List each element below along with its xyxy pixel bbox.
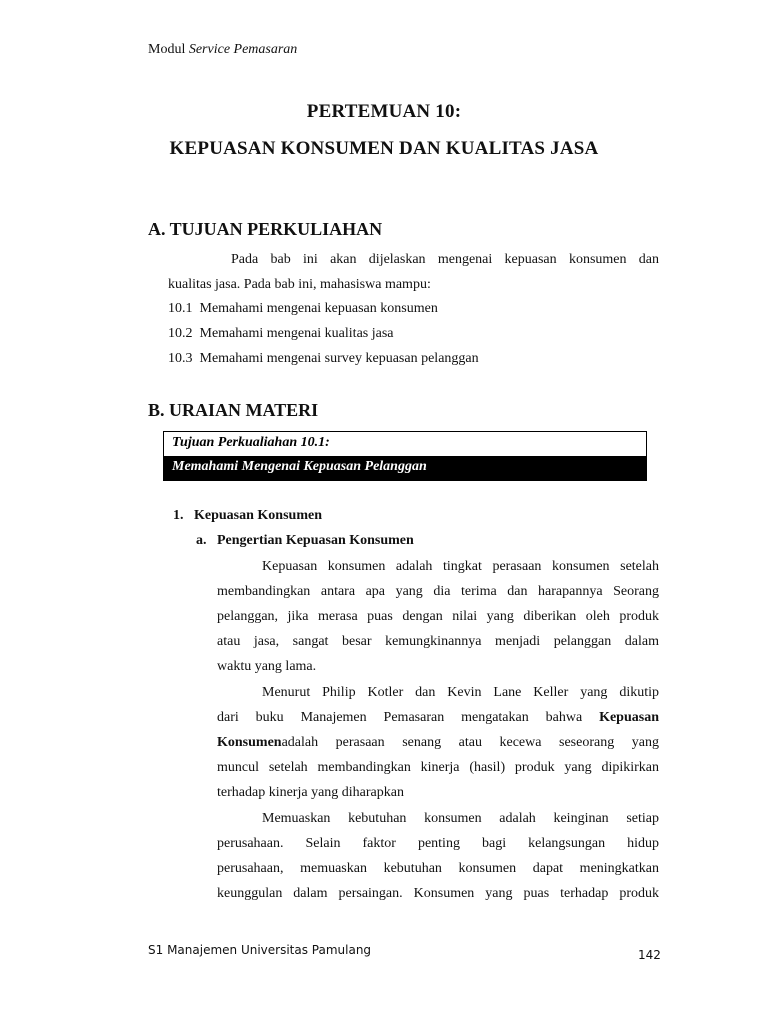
section-a-intro-line2: kualitas jasa. Pada bab ini, mahasiswa mampu: bbox=[168, 277, 431, 292]
header-prefix: Modul bbox=[148, 42, 189, 57]
para1-line: Kepuasan konsumen adalah tingkat perasaan konsumen setelah bbox=[262, 559, 659, 574]
para3-line: perusahaan, memuaskan kebutuhan konsumen dapat meningkatkan bbox=[217, 861, 659, 876]
page-number: 142 bbox=[638, 948, 661, 962]
para2-line: Menurut Philip Kotler dan Kevin Lane Keller yang dikutip bbox=[262, 685, 659, 700]
para2-line: terhadap kinerja yang diharapkan bbox=[217, 785, 404, 800]
para2-bold-term: Kepuasan bbox=[599, 710, 659, 725]
section-b-heading: B. URAIAN MATERI bbox=[148, 400, 319, 420]
objective-item: 10.2 Memahami mengenai kualitas jasa bbox=[168, 326, 394, 341]
para3-line: perusahaan. Selain faktor penting bagi kelangsungan hidup bbox=[217, 836, 659, 851]
section-a-heading: A. TUJUAN PERKULIAHAN bbox=[148, 219, 383, 239]
para2-line bbox=[217, 731, 659, 756]
para1-line: atau jasa, sangat besar kemungkinannya menjadi pelanggan dalam bbox=[217, 634, 659, 649]
subsubsection-heading: a. Pengertian Kepuasan Konsumen bbox=[196, 533, 414, 548]
para3-line: keunggulan dalam persaingan. Konsumen yang puas terhadap produk bbox=[217, 886, 659, 901]
header-italic: Service Pemasaran bbox=[188, 42, 298, 57]
section-a-intro-line1: Pada bab ini akan dijelaskan mengenai kepuasan konsumen dan bbox=[231, 252, 659, 267]
para2-text: dari buku Manajemen Pemasaran mengatakan bahwa bbox=[217, 710, 583, 725]
objective-box-title: Tujuan Perkualiahan 10.1: bbox=[164, 432, 646, 457]
objective-box-subtitle: Memahami Mengenai Kepuasan Pelanggan bbox=[164, 457, 646, 481]
para1-line: pelanggan, jika merasa puas dengan nilai yang diberikan oleh produk bbox=[217, 609, 659, 624]
para2-bold-term: Konsumen bbox=[217, 735, 282, 750]
chapter-title-line2: KEPUASAN KONSUMEN DAN KUALITAS JASA bbox=[169, 138, 599, 159]
objective-item: 10.1 Memahami mengenai kepuasan konsumen bbox=[168, 301, 438, 316]
subsection-heading: 1. Kepuasan Konsumen bbox=[173, 508, 322, 523]
para2-line: muncul setelah membandingkan kinerja (hasil) produk yang dipikirkan bbox=[217, 760, 659, 775]
running-header bbox=[148, 42, 297, 58]
para2-line bbox=[217, 706, 659, 731]
footer-institution: S1 Manajemen Universitas Pamulang bbox=[148, 943, 372, 957]
objective-box bbox=[163, 431, 647, 481]
para1-line: waktu yang lama. bbox=[217, 659, 317, 674]
objective-item: 10.3 Memahami mengenai survey kepuasan pelanggan bbox=[168, 351, 479, 366]
para3-line: Memuaskan kebutuhan konsumen adalah keinginan setiap bbox=[262, 811, 659, 826]
para1-line: membandingkan antara apa yang dia terima dan harapannya Seorang bbox=[217, 584, 659, 599]
chapter-title-line1: PERTEMUAN 10: bbox=[306, 101, 462, 122]
para2-text: adalah perasaan senang atau kecewa seseorang yang bbox=[281, 735, 659, 750]
